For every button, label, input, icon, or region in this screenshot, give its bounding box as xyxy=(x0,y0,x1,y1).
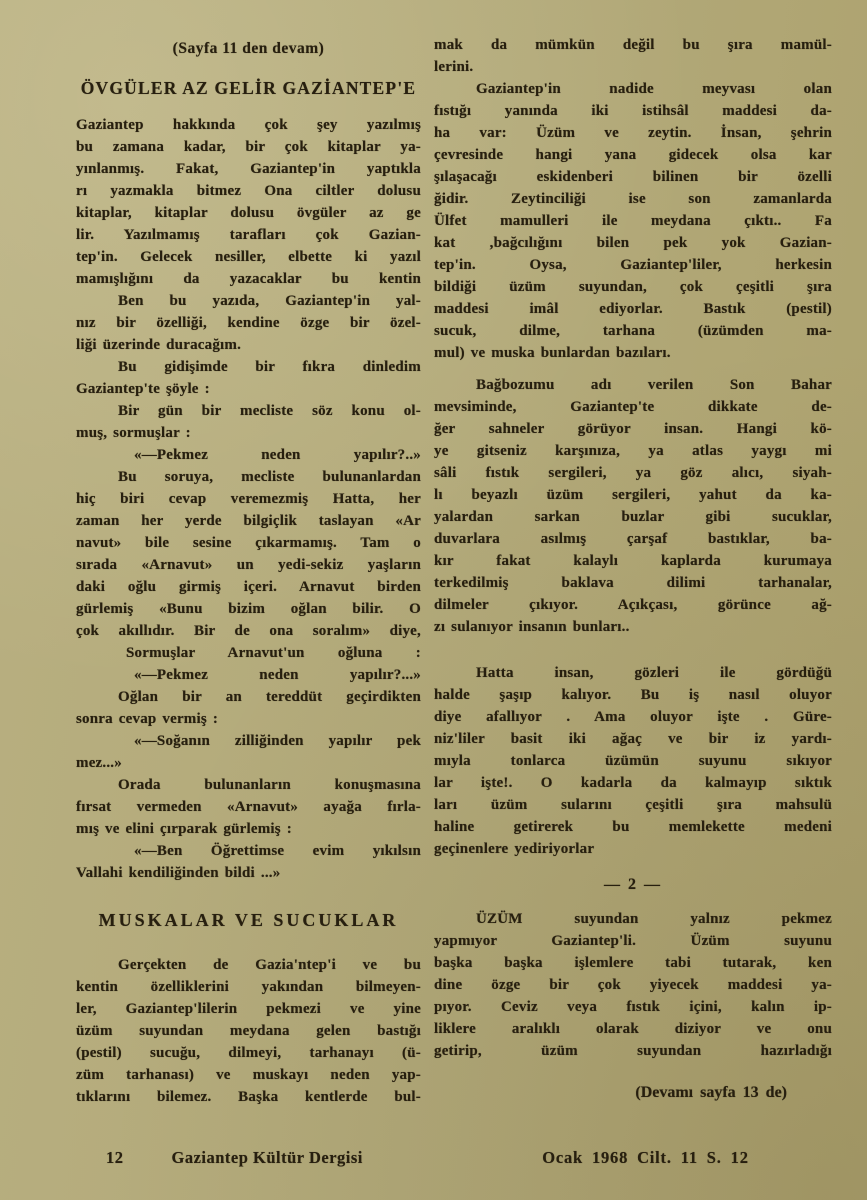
text-line: Vallahi kendiliğinden bildi ...» xyxy=(76,865,281,881)
text-line: Hatta insan, gözleri ile gördüğü xyxy=(476,665,832,681)
text-line: şılaşacağı eskidenberi bilinen bir özelli xyxy=(434,169,832,185)
text-line: sonra cevap vermiş : xyxy=(76,711,219,727)
text-line: haline getirerek bu memlekette medeni xyxy=(434,819,832,835)
text-line: Gaziantep hakkında çok şey yazılmış xyxy=(76,117,421,133)
section-heading: MUSKALAR VE SUCUKLAR xyxy=(98,910,399,930)
text-line: ha var: Üzüm ve zeytin. İnsan, şehrin xyxy=(434,125,832,141)
paragraph xyxy=(76,642,421,664)
text-line: tep'in. Oysa, Gaziantep'liler, herkesin xyxy=(434,257,832,273)
text-line: lerini. xyxy=(434,59,474,75)
text-line: mez...» xyxy=(76,755,122,771)
text-line: liği üzerinde duracağım. xyxy=(76,337,242,353)
paragraph xyxy=(76,774,421,840)
text-line: fıstığı yanında iki istihsâl maddesi da- xyxy=(434,103,832,119)
text-line: üzüm suyundan meydana gelen bastığı xyxy=(76,1023,421,1039)
paragraph xyxy=(76,686,421,730)
paragraph xyxy=(434,374,832,638)
text-line: yapmıyor Gaziantep'li. Üzüm suyunu xyxy=(434,933,832,949)
left-footer xyxy=(76,1146,421,1170)
text-line: lar işte!. O kadarla da kalmayıp sıktık xyxy=(434,775,832,791)
paragraph xyxy=(434,78,832,364)
paragraph xyxy=(76,444,421,466)
paragraph xyxy=(434,908,832,1062)
text-line: Gerçekten de Gazia'ntep'i ve bu xyxy=(118,957,421,973)
text-line: liklere aralıklı olarak diziyor ve onu xyxy=(434,1021,832,1037)
text-line: yalardan sarkan buzlar gibi sucuklar, xyxy=(434,509,832,525)
text-line: Ben bu yazıda, Gaziantep'in yal- xyxy=(118,293,421,309)
text-line: hiç biri cevap veremezmiş Hatta, her xyxy=(76,491,421,507)
text-line: getirip, üzüm suyundan hazırladığı xyxy=(434,1043,832,1059)
article-body-continued xyxy=(434,34,832,860)
text-line: (pestil) sucuğu, dilmeyi, tarhanayı (ü- xyxy=(76,1045,421,1061)
text-line: mak da mümkün değil bu şıra mamül- xyxy=(434,37,832,53)
paragraph xyxy=(434,662,832,860)
text-line: maddesi imâl ediyorlar. Bastık (pestil) xyxy=(434,301,832,317)
text-line: başka başka işlemlere tabi tutarak, ken xyxy=(434,955,832,971)
text-line: tep'in. Gelecek nesiller, elbette ki yazıl xyxy=(76,249,421,265)
text-line: Sormuşlar Arnavut'un oğluna : xyxy=(126,645,421,661)
paragraph xyxy=(76,466,421,642)
text-line: «—Ben Öğrettimse evim yıkılsın xyxy=(134,843,421,859)
text-line: mıyla tonlarca üzümün suyunu sıkıyor xyxy=(434,753,832,769)
text-line: dine özge bir çok yiyecek maddesi ya- xyxy=(434,977,832,993)
text-line: Oğlan bir an tereddüt geçirdikten xyxy=(118,689,421,705)
text-line: kat ,bağcılığını bilen pek yok Gazian- xyxy=(434,235,832,251)
text-line: pıyor. Ceviz veya fıstık içini, kalın ip- xyxy=(434,999,832,1015)
paragraph xyxy=(434,34,832,78)
paragraph xyxy=(76,114,421,290)
text-line: Gaziantep'in nadide meyvası olan xyxy=(476,81,832,97)
text-line: bildiği üzüm suyundan, çok çeşitli şıra xyxy=(434,279,832,295)
magazine-title: Gaziantep Kültür Dergisi xyxy=(171,1148,363,1167)
text-line: Bir gün bir mecliste söz konu ol- xyxy=(118,403,421,419)
text-line: duvarlara asılmış çarşaf bastıklar, ba- xyxy=(434,531,832,547)
left-column xyxy=(76,34,421,1170)
text-line: ye gitseniz karşınıza, ya atlas yaygı mi xyxy=(434,443,832,459)
text-line: ÜZÜM suyundan yalnız pekmez xyxy=(476,911,832,927)
text-line: ğidir. Zeytinciliği ise son zamanlarda xyxy=(434,191,832,207)
text-line: fırsat vermeden «Arnavut» ayağa fırla- xyxy=(76,799,421,815)
text-line: çevresinde hangi yana gidecek olsa kar xyxy=(434,147,832,163)
text-line: muş, sormuşlar : xyxy=(76,425,191,441)
text-line: kentin özelliklerini yakından bilmeyen- xyxy=(76,979,421,995)
text-line: halde şaşıp kalıyor. Bu iş nasıl oluyor xyxy=(434,687,832,703)
text-line: tıklarını bilemez. Başka kentlerde bul- xyxy=(76,1089,421,1105)
article-body-top xyxy=(76,114,421,884)
text-line: rı yazmakla bitmez Ona ciltler dolusu xyxy=(76,183,421,199)
text-line: lı beyazlı üzüm sergileri, yahut da ka- xyxy=(434,487,832,503)
text-line: Bu soruya, mecliste bulunanlardan xyxy=(118,469,421,485)
text-line: mevsiminde, Gaziantep'te dikkate de- xyxy=(434,399,832,415)
text-line: sâli fıstık sergileri, ya göz alıcı, siyah- xyxy=(434,465,832,481)
paragraph xyxy=(76,664,421,686)
text-line: «—Pekmez neden yapılır?..» xyxy=(134,447,421,463)
text-line: bu zamana kadar, bir çok kitaplar ya- xyxy=(76,139,421,155)
text-line: Ülfet mamulleri ile meydana çıktı.. Fa xyxy=(434,213,832,229)
text-line: sırada «Arnavut» un yedi-sekiz yaşların xyxy=(76,557,421,573)
text-line: lir. Yazılmamış tarafları çok Gazian- xyxy=(76,227,421,243)
paragraph xyxy=(76,840,421,884)
page-number: 12 xyxy=(106,1148,124,1167)
text-line: mul) ve muska bunlardan bazıları. xyxy=(434,345,671,361)
text-line: mış ve elini çırparak gürlemiş : xyxy=(76,821,292,837)
paragraph xyxy=(76,954,421,1108)
text-line: zı sulanıyor insanın bunları.. xyxy=(434,619,630,635)
text-line: dilmeler çıkıyor. Açıkçası, görünce ağ- xyxy=(434,597,832,613)
continuation-to-note: (Devamı sayfa 13 de) xyxy=(635,1084,787,1101)
issue-date-line: Ocak 1968 Cilt. 11 S. 12 xyxy=(542,1148,749,1167)
text-line: züm tarhanası) ve muskayı neden yap- xyxy=(76,1067,421,1083)
text-line: ları üzüm sularını çeşitli şıra mahsulü xyxy=(434,797,832,813)
text-line: nız bir özelliği, kendine özge bir özel- xyxy=(76,315,421,331)
text-line: ler, Gaziantep'lilerin pekmezi ve yine xyxy=(76,1001,421,1017)
text-line: kır fakat kalaylı kaplarda kurumaya xyxy=(434,553,832,569)
text-line: terkedilmiş baklava dilimi tarhanalar, xyxy=(434,575,832,591)
text-line: Bağbozumu adı verilen Son Bahar xyxy=(476,377,832,393)
text-line: ğer sahneler görüyor insan. Hangi kö- xyxy=(434,421,832,437)
right-column xyxy=(434,34,832,1170)
text-line: zaman her yerde bilgiçlik taslayan «Ar xyxy=(76,513,421,529)
text-line: diye afallıyor . Ama oluyor işte . Güre- xyxy=(434,709,832,725)
text-line: Orada bulunanların konuşmasına xyxy=(118,777,421,793)
text-line: kitaplar, kitaplar dolusu övgüler az ge xyxy=(76,205,421,221)
text-line: Gaziantep'te şöyle : xyxy=(76,381,210,397)
text-line: daki oğlu girmiş içeri. Arnavut birden xyxy=(76,579,421,595)
paragraph xyxy=(76,730,421,774)
article-body-after-heading xyxy=(76,954,421,1108)
text-line: «—Soğanın zilliğinden yapılır pek xyxy=(134,733,421,749)
part-divider: — 2 — xyxy=(604,876,662,893)
text-line: Bu gidişimde bir fıkra dinledim xyxy=(118,359,421,375)
paragraph xyxy=(76,356,421,400)
paragraph xyxy=(76,400,421,444)
text-line: niz'liler basit iki ağaç ve bir iz yardı- xyxy=(434,731,832,747)
text-line: geçinenlere yediriyorlar xyxy=(434,841,595,857)
continuation-from-note: (Sayfa 11 den devam) xyxy=(172,40,325,57)
text-line: gürlemiş «Bunu bizim oğlan bilir. O xyxy=(76,601,421,617)
text-line: çok akıllıdır. Bir de ona soralım» diye, xyxy=(76,623,421,639)
article-body-part2 xyxy=(434,908,832,1062)
text-line: yınlanmış. Fakat, Gaziantep'in yaptıkla xyxy=(76,161,421,177)
text-line: navut» bile sesine çıkarmamış. Tam o xyxy=(76,535,421,551)
text-line: «—Pekmez neden yapılır?...» xyxy=(134,667,421,683)
text-line: mamışlığını da yazacaklar bu kentin xyxy=(76,271,421,287)
article-title: ÖVGÜLER AZ GELİR GAZİANTEP'E xyxy=(80,78,417,98)
paragraph xyxy=(76,290,421,356)
text-line: sucuk, dilme, tarhana (üzümden ma- xyxy=(434,323,832,339)
